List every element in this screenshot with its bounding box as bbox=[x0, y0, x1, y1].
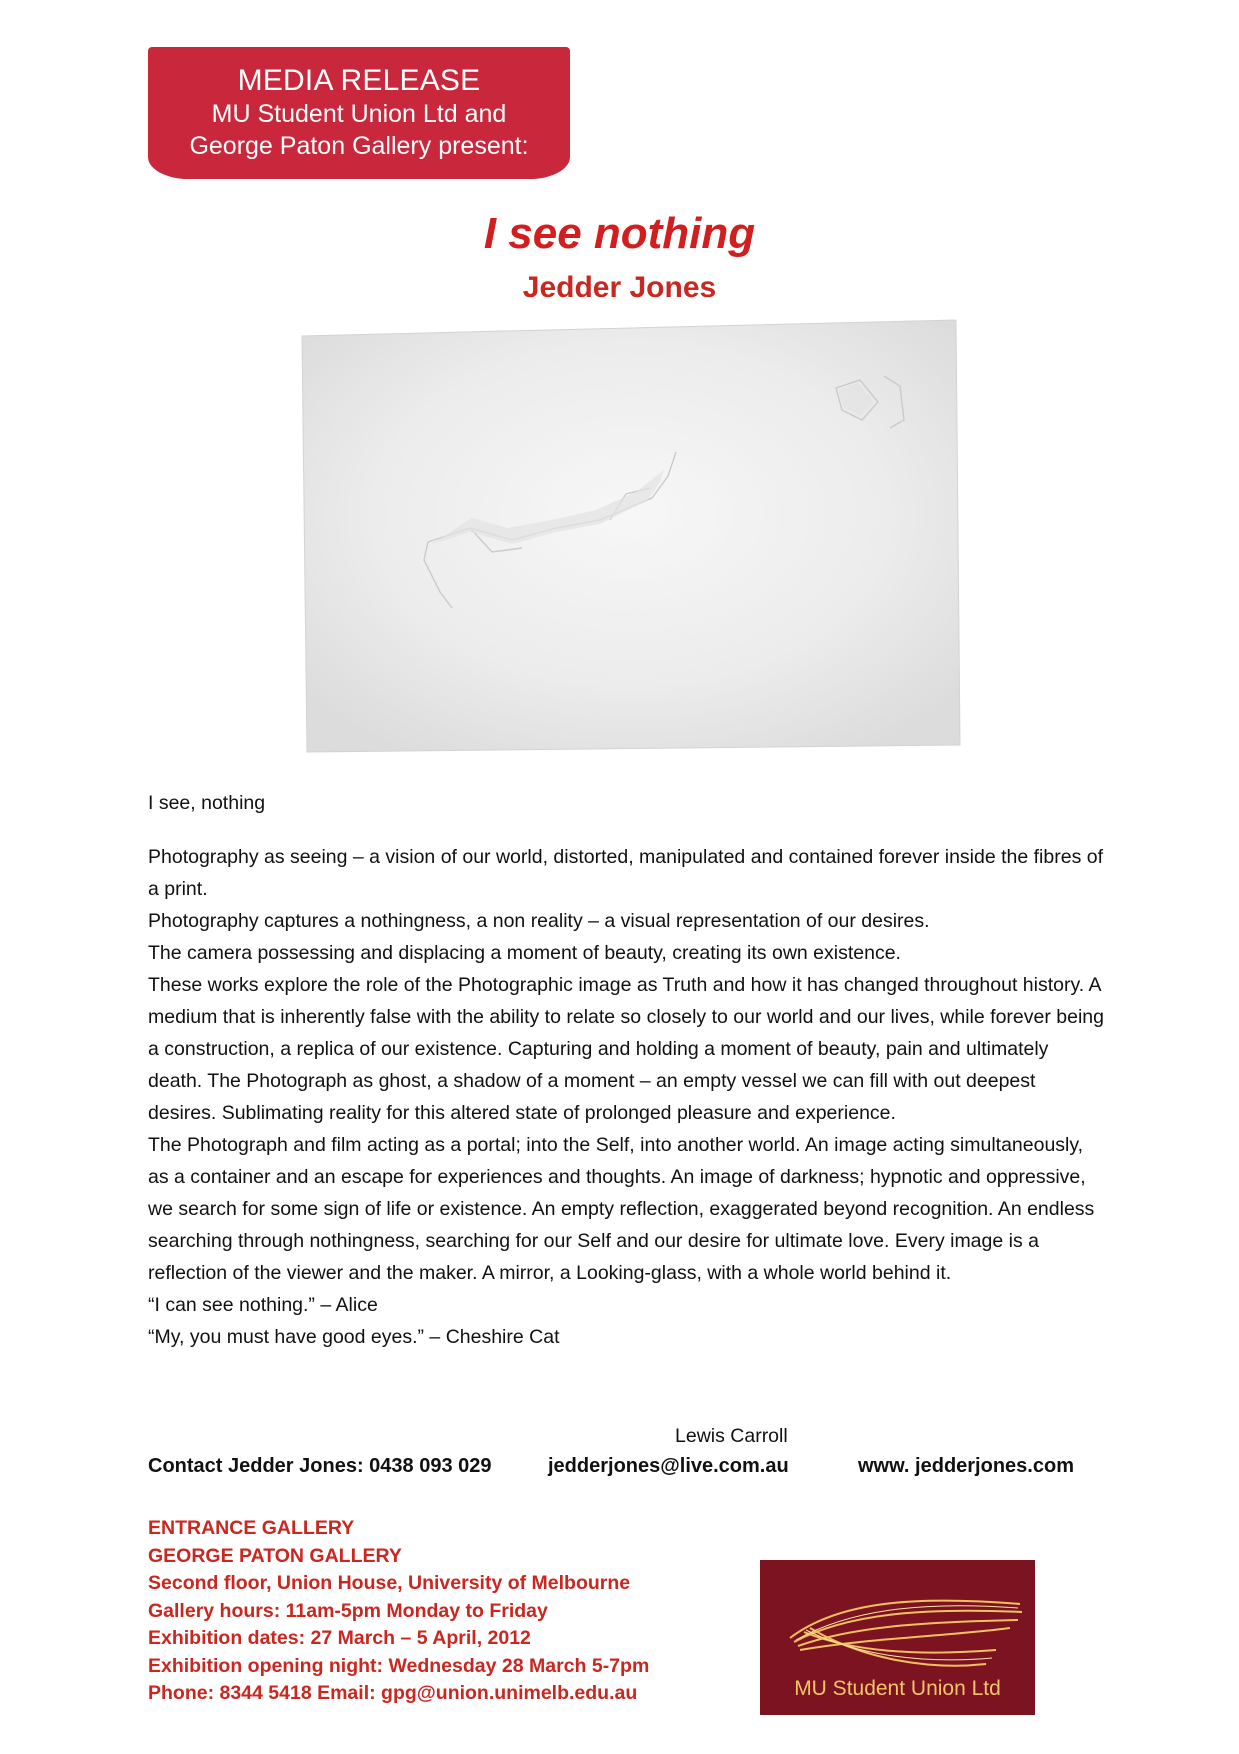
gallery-details bbox=[148, 1515, 708, 1708]
body-paragraph: Photography captures a nothingness, a non reality – a visual representation of our desires. bbox=[148, 910, 930, 932]
mu-student-union-logo bbox=[760, 1560, 1035, 1715]
banner-line-2: MU Student Union Ltd and bbox=[211, 100, 507, 128]
gallery-line: ENTRANCE GALLERY bbox=[148, 1517, 355, 1539]
press-release-body bbox=[148, 787, 1108, 1353]
contact-email[interactable]: jedderjones@live.com.au bbox=[548, 1455, 789, 1477]
body-paragraph: The Photograph and film acting as a portal; into the Self, into another world. An image acting simultaneously, as a container and an escape for experiences and thoughts. An image of darkness; hypnotic and oppressive, we search for some sign of life or existence. An empty reflection, exaggerated beyond recognition. An endless searching through nothingness, searching for our Self and our desire for ultimate love. Every image is a reflection of the viewer and the maker. A mirror, a Looking-glass, with a whole world behind it. bbox=[148, 1134, 1095, 1284]
gallery-line: Phone: 8344 5418 Email: gpg@union.unimelb.edu.au bbox=[148, 1682, 638, 1704]
banner-line-3: George Paton Gallery present: bbox=[189, 132, 529, 160]
contact-website[interactable]: www. jedderjones.com bbox=[858, 1455, 1074, 1477]
gallery-line: GEORGE PATON GALLERY bbox=[148, 1544, 402, 1567]
body-paragraph: Photography as seeing – a vision of our world, distorted, manipulated and contained forever inside the fibres of a print. bbox=[148, 846, 1103, 900]
exhibition-title: I see nothing bbox=[483, 209, 756, 258]
gallery-line: Gallery hours: 11am-5pm Monday to Friday bbox=[148, 1599, 548, 1622]
quote-cheshire-cat: “My, you must have good eyes.” – Cheshire Cat bbox=[148, 1326, 560, 1348]
contact-name-phone: Contact Jedder Jones: 0438 093 029 bbox=[148, 1455, 492, 1477]
quote-alice: “I can see nothing.” – Alice bbox=[148, 1294, 378, 1316]
artist-name: Jedder Jones bbox=[522, 271, 717, 304]
gallery-line: Exhibition opening night: Wednesday 28 March 5-7pm bbox=[148, 1654, 650, 1677]
attribution: Lewis Carroll bbox=[675, 1425, 788, 1447]
gallery-line: Second floor, Union House, University of Melbourne bbox=[148, 1572, 631, 1594]
body-subheading: I see, nothing bbox=[148, 792, 266, 814]
logo-text: MU Student Union Ltd bbox=[794, 1677, 1001, 1700]
body-paragraph: The camera possessing and displacing a moment of beauty, creating its own existence. bbox=[148, 942, 901, 964]
gallery-line: Exhibition dates: 27 March – 5 April, 2012 bbox=[148, 1627, 531, 1649]
body-paragraph: These works explore the role of the Photographic image as Truth and how it has changed throughout history. A medium that is inherently false with the ability to relate so closely to our world and our lives, while forever being a construction, a replica of our existence. Capturing and holding a moment of beauty, pain and ultimately death. The Photograph as ghost, a shadow of a moment – an empty vessel we can fill with out deepest desires. Sublimating reality for this altered state of prolonged pleasure and experience. bbox=[148, 974, 1104, 1124]
banner-line-1: MEDIA RELEASE bbox=[237, 64, 481, 97]
exhibition-photograph bbox=[0, 0, 1239, 760]
